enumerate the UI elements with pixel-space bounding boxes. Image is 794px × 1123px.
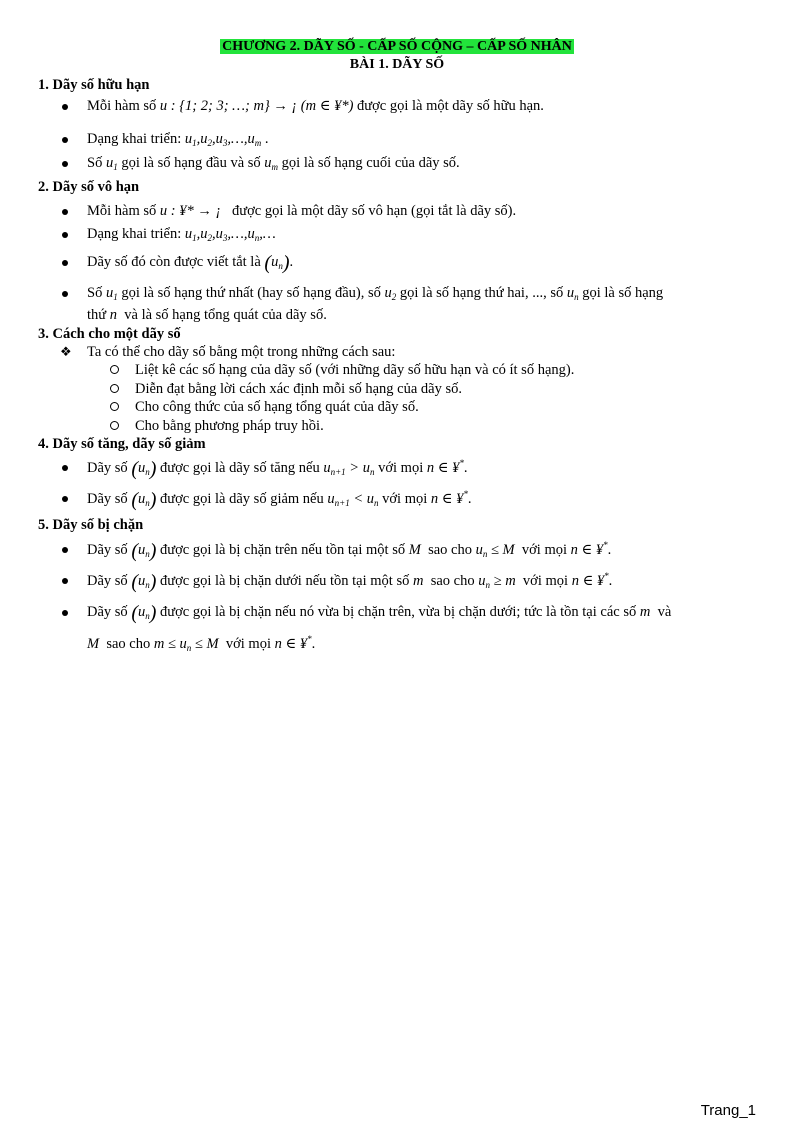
s3-item-4: Cho bằng phương pháp truy hồi. bbox=[135, 417, 754, 435]
s2-bullet-4-cont: thứ n và là số hạng tổng quát của dãy số. bbox=[87, 307, 327, 323]
s2-bullet-3: Dãy số đó còn được viết tắt là $(u_n)$. bbox=[87, 253, 754, 272]
s5-bullet-1: Dãy số $(u_n)$ được gọi là bị chặn trên nếu tồn tại một số M sao cho $u_n \le M$ với mọi n ∈ ¥*. bbox=[87, 540, 754, 560]
s4-bullet-1: Dãy số $(u_n)$ được gọi là dãy số tăng nếu $u_{n+1} > u_n$ với mọi n ∈ ¥*. bbox=[87, 458, 754, 478]
diamond-bullet-icon: ❖ bbox=[60, 344, 72, 359]
s1-bullet-3: Số $u_1$ gọi là số hạng đầu và số $u_m$ gọi là số hạng cuối của dãy số. bbox=[87, 154, 754, 173]
s2-bullet-1: Mỗi hàm số u : ¥* → ¡ được gọi là một dãy số vô hạn (gọi tắt là dãy số). bbox=[87, 202, 754, 220]
bullet-icon bbox=[62, 547, 68, 553]
formula: u : {1; 2; 3; …; m} → ¡ bbox=[159, 98, 298, 114]
bullet-icon bbox=[62, 137, 68, 143]
bullet-icon bbox=[62, 291, 68, 297]
section-1-heading: 1. Dãy số hữu hạn bbox=[38, 77, 150, 93]
condition: (m ∈ ¥*) bbox=[300, 98, 354, 114]
s5-bullet-2: Dãy số $(u_n)$ được gọi là bị chặn dưới nếu tồn tại một số m sao cho $u_n \ge m$ với mọi n ∈ ¥*. bbox=[87, 571, 754, 591]
circle-bullet-icon bbox=[110, 365, 119, 374]
bullet-icon bbox=[62, 260, 68, 266]
bullet-icon bbox=[62, 209, 68, 215]
s5-bullet-3-cont: M sao cho $m \le u_n \le M$ với mọi n ∈ ¥*. bbox=[87, 634, 316, 653]
section-5-heading: 5. Dãy số bị chặn bbox=[38, 517, 144, 533]
s5-bullet-3: Dãy số $(u_n)$ được gọi là bị chặn nếu nó vừa bị chặn trên, vừa bị chặn dưới; tức là tồn tại các số m và bbox=[87, 603, 754, 622]
circle-bullet-icon bbox=[110, 384, 119, 393]
s3-intro: ❖ Ta có thể cho dãy số bằng một trong những cách sau: bbox=[60, 344, 396, 360]
bullet-icon bbox=[62, 496, 68, 502]
s2-bullet-4: Số $u_1$ gọi là số hạng thứ nhất (hay số hạng đầu), số $u_2$ gọi là số hạng thứ hai, ..., số $u_n$ gọi là số hạng bbox=[87, 284, 754, 303]
bullet-icon bbox=[62, 232, 68, 238]
bullet-icon bbox=[62, 104, 68, 110]
s3-item-2: Diễn đạt bằng lời cách xác định mỗi số hạng của dãy số. bbox=[135, 380, 754, 398]
bullet-icon bbox=[62, 465, 68, 471]
section-2-heading: 2. Dãy số vô hạn bbox=[38, 179, 140, 195]
circle-bullet-icon bbox=[110, 421, 119, 430]
page-number: Trang_1 bbox=[700, 1102, 756, 1119]
bullet-icon bbox=[62, 578, 68, 584]
s1-bullet-2: Dạng khai triển: $u_1,u_2,u_3,\dots,u_m$ . bbox=[87, 130, 754, 149]
s3-item-3: Cho công thức của số hạng tổng quát của dãy số. bbox=[135, 398, 754, 416]
lesson-title: BÀI 1. DÃY SỐ bbox=[349, 57, 445, 72]
s1-bullet-1: Mỗi hàm số u : {1; 2; 3; …; m} → ¡ (m ∈ ¥*) được gọi là một dãy số hữu hạn. bbox=[87, 97, 754, 115]
s2-bullet-2: Dạng khai triển: $u_1,u_2,u_3,\dots,u_n,\dots$ bbox=[87, 225, 754, 244]
section-4-heading: 4. Dãy số tăng, dãy số giảm bbox=[38, 436, 206, 452]
chapter-title: CHƯƠNG 2. DÃY SỐ - CẤP SỐ CỘNG – CẤP SỐ NHÂN bbox=[222, 39, 572, 54]
s3-item-1: Liệt kê các số hạng của dãy số (với những dãy số hữu hạn và có ít số hạng). bbox=[135, 361, 754, 379]
s4-bullet-2: Dãy số $(u_n)$ được gọi là dãy số giảm nếu $u_{n+1} < u_n$ với mọi n ∈ ¥*. bbox=[87, 489, 754, 509]
section-3-heading: 3. Cách cho một dãy số bbox=[38, 326, 181, 342]
circle-bullet-icon bbox=[110, 402, 119, 411]
bullet-icon bbox=[62, 610, 68, 616]
bullet-icon bbox=[62, 161, 68, 167]
